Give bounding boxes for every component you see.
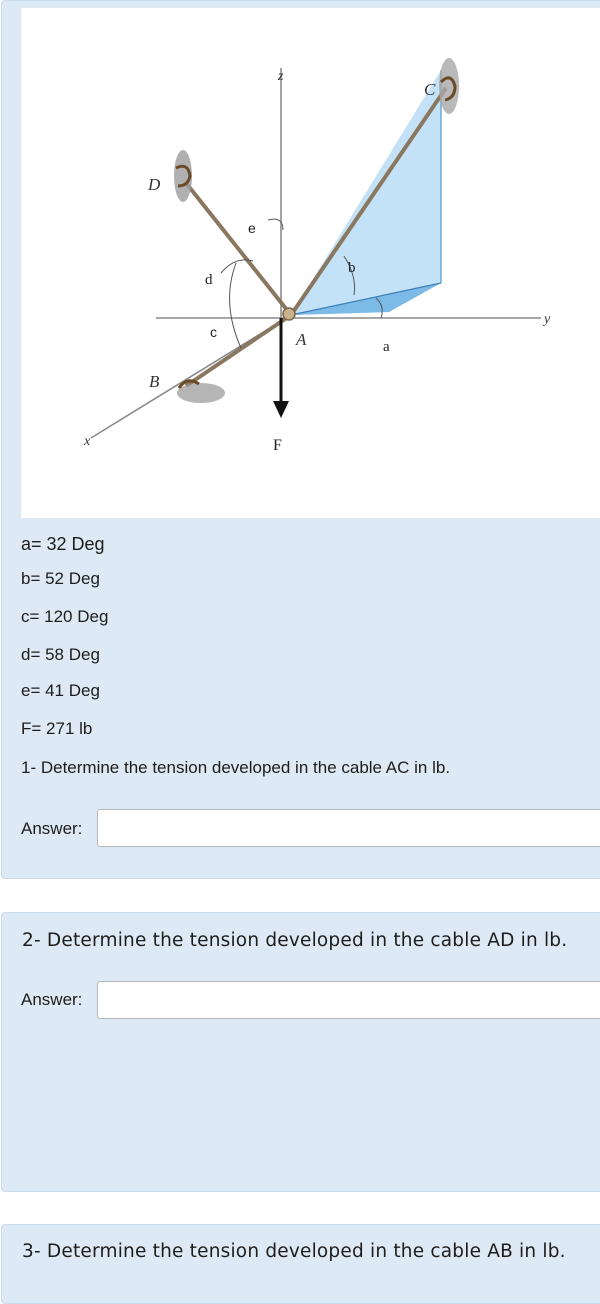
answer-input-2[interactable] — [97, 981, 600, 1019]
question-2-text: 2- Determine the tension developed in the cable AD in lb. — [22, 930, 568, 951]
param-b: b= 52 Deg — [21, 569, 100, 588]
question-3-text: 3- Determine the tension developed in the cable AB in lb. — [22, 1241, 566, 1262]
param-c: c= 120 Deg — [21, 607, 109, 626]
param-d: d= 58 Deg — [21, 645, 100, 664]
cable-diagram — [21, 8, 600, 518]
param-e: e= 41 Deg — [21, 681, 100, 700]
question-card-1 — [1, 0, 600, 879]
force-arrowhead — [273, 401, 289, 418]
question-card-3 — [1, 1224, 600, 1304]
ring-A — [283, 308, 295, 320]
question-card-2 — [1, 912, 600, 1192]
label-C: C — [424, 80, 436, 99]
label-b: b — [348, 260, 356, 276]
param-F: F= 271 lb — [21, 719, 93, 738]
problem-figure — [21, 8, 600, 518]
answer-label-1: Answer: — [21, 819, 83, 838]
cable-AD — [186, 183, 291, 315]
label-D: D — [148, 175, 161, 194]
plane-vertical — [291, 70, 441, 315]
cable-AB — [186, 315, 291, 386]
label-a: a — [383, 339, 390, 355]
answer-label-2: Answer: — [21, 990, 83, 1009]
anchor-B — [177, 383, 225, 403]
label-x: x — [84, 434, 91, 449]
label-z: z — [278, 69, 284, 84]
label-c: c — [210, 324, 217, 340]
label-F: F — [273, 437, 282, 454]
label-d: d — [205, 272, 213, 288]
label-e: e — [248, 220, 256, 236]
question-1-text: 1- Determine the tension developed in the cable AC in lb. — [21, 758, 451, 777]
label-B: B — [149, 372, 160, 391]
answer-input-1[interactable] — [97, 809, 600, 847]
param-a: a= 32 Deg — [21, 534, 105, 554]
label-y: y — [544, 312, 551, 327]
label-A: A — [296, 330, 307, 349]
